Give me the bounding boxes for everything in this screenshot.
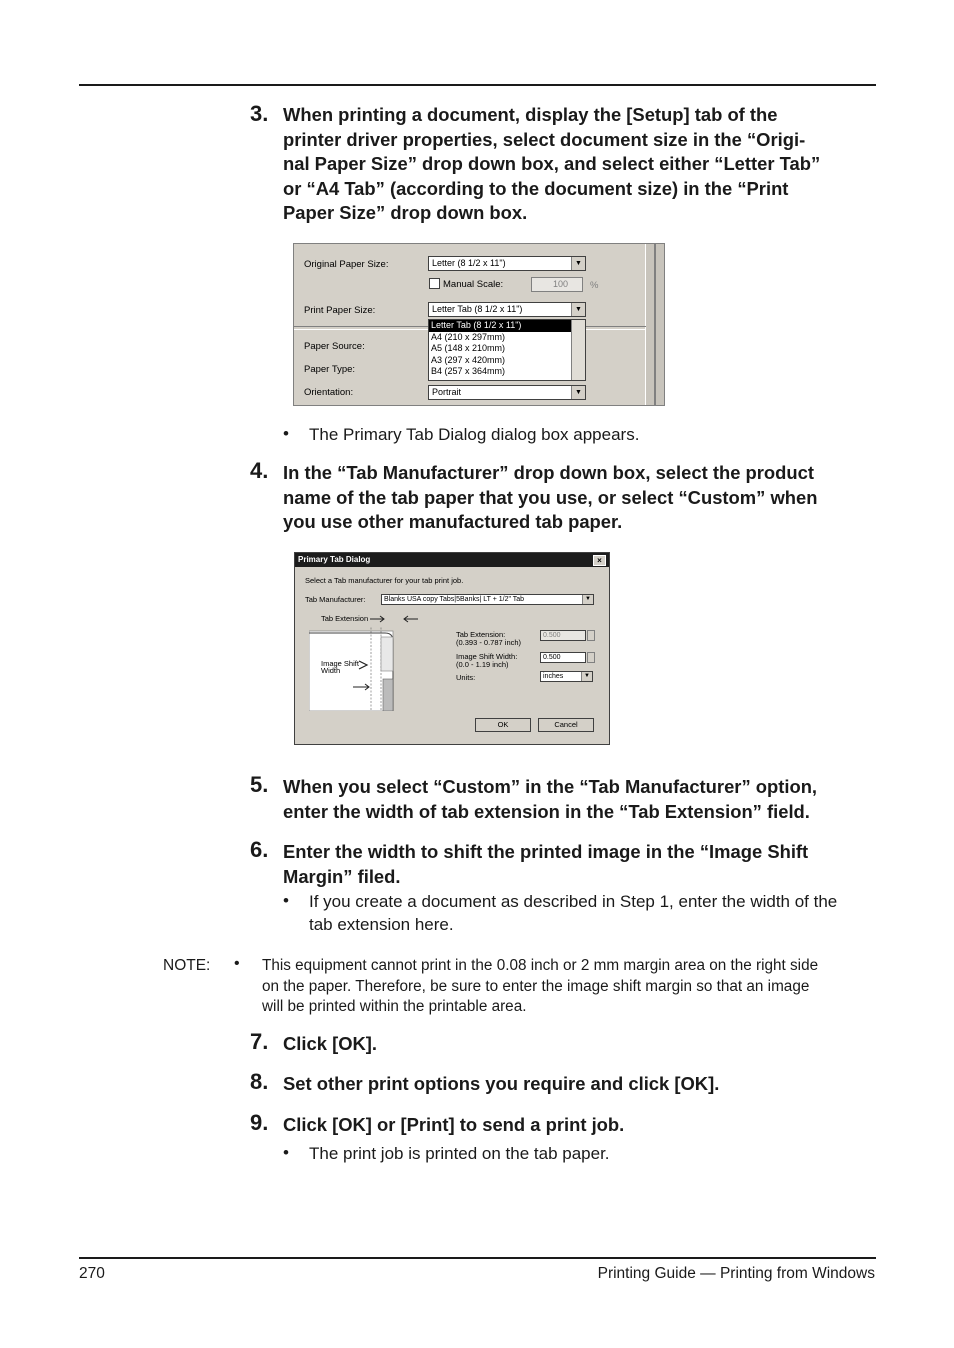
tab-extension-range: (0.393 - 0.787 inch) [456,638,522,647]
diagram-tab-extension-label: Tab Extension [321,614,369,623]
chevron-down-icon[interactable]: ▼ [581,672,592,681]
step-4-line: name of the tab paper that you use, or select “Custom” when [283,486,818,508]
chevron-down-icon[interactable]: ▼ [571,386,585,399]
orientation-combo[interactable] [428,385,586,400]
image-shift-width-value: 0.500 [543,654,561,661]
step-8-text: Set other print options you require and click [OK]. [283,1073,720,1094]
paper-type-label: Paper Type: [304,364,356,375]
cancel-button[interactable]: Cancel [538,718,594,732]
print-paper-size-value: Letter Tab (8 1/2 x 11") [432,304,523,314]
bullet-line: If you create a document as described in Step 1, enter the width of the [309,892,838,911]
list-item[interactable]: A5 (148 x 210mm) [431,343,506,353]
manual-scale-input[interactable] [531,277,583,292]
orientation-label: Orientation: [304,387,354,398]
image-shift-width-spinner[interactable] [587,652,595,663]
instruction-text: Select a Tab manufacturer for your tab print job. [305,576,464,585]
note-label: NOTE: [163,957,211,974]
print-paper-size-combo[interactable] [428,302,586,317]
note-line: will be printed within the printable area. [262,998,527,1015]
bullet-text: The print job is printed on the tab paper. [309,1144,610,1163]
image-shift-width-input[interactable] [540,652,586,663]
manual-scale-label: Manual Scale: [443,279,504,290]
diagram-image-shift-label: Image Shift [321,659,359,668]
diagram-width-label: Width [321,666,341,675]
tab-extension-spinner[interactable] [587,630,595,641]
note-line: This equipment cannot print in the 0.08 inch or 2 mm margin area on the right side [262,957,819,974]
list-item[interactable]: A4 (210 x 297mm) [431,331,506,342]
dialog-title-bar [295,553,609,567]
bullet-text [309,890,879,936]
primary-tab-dialog-screenshot [294,552,610,745]
chevron-down-icon[interactable]: ▼ [582,595,593,604]
page-number: 270 [79,1265,105,1282]
bullet-dot: • [283,1143,289,1162]
list-scrollbar[interactable] [571,320,585,380]
step-4-text [283,461,878,535]
header-rule [79,84,876,86]
step-6-line: Enter the width to shift the printed image in the “Image Shift [283,841,809,862]
image-shift-width-range: (0.0 - 1.19 inch) [456,660,509,669]
step-4-number: 4. [250,458,269,483]
chevron-down-icon[interactable]: ▼ [571,257,585,270]
units-label: Units: [456,673,476,682]
tab-manufacturer-label: Tab Manufacturer: [305,595,366,604]
original-paper-size-value: Letter (8 1/2 x 11") [432,258,506,268]
print-paper-size-dropdown-list[interactable] [428,319,586,381]
footer-title: Printing Guide — Printing from Windows [597,1265,875,1282]
manual-scale-checkbox[interactable] [429,278,440,289]
step-4-line: you use other manufactured tab paper. [283,511,623,532]
step-8-number: 8. [250,1069,269,1094]
orientation-value: Portrait [432,387,462,397]
tab-extension-input[interactable] [540,630,586,641]
step-3-line: Paper Size” drop down box. [283,202,528,223]
close-icon[interactable]: × [593,555,606,566]
bullet-dot: • [283,424,289,443]
list-item[interactable]: Letter Tab (8 1/2 x 11") [429,320,585,332]
step-3-line: printer driver properties, select document size in the “Origi- [283,128,806,150]
footer-rule [79,1257,876,1259]
step-5-number: 5. [250,772,269,797]
bullet-dot: • [234,955,240,972]
step-4-line: In the “Tab Manufacturer” drop down box, select the product [283,462,814,483]
image-shift-width-label: Image Shift Width: [456,652,518,661]
tab-extension-label: Tab Extension: [456,630,506,639]
note-text [262,956,877,1018]
step-6-number: 6. [250,837,269,862]
manual-scale-value: 100 [552,279,568,289]
step-3-line: nal Paper Size” drop down box, and select either “Letter Tab” [283,153,821,174]
setup-tab-screenshot [293,243,665,406]
side-divider [654,244,656,405]
step-3-line: When printing a document, display the [Setup] tab of the [283,104,778,125]
step-6-line: Margin” filed. [283,865,401,887]
list-item[interactable]: A3 (297 x 420mm) [431,354,506,365]
units-combo[interactable] [540,671,593,682]
chevron-down-icon[interactable]: ▼ [571,303,585,316]
extension-arrows [370,612,420,626]
step-3-number: 3. [250,101,269,126]
tab-extension-value: 0.500 [543,632,561,639]
step-3-text [283,103,878,226]
step-3-line: or “A4 Tab” (according to the document size) in the “Print [283,177,789,199]
step-7-text: Click [OK]. [283,1033,378,1054]
tab-manufacturer-combo[interactable] [381,594,594,605]
original-paper-size-label: Original Paper Size: [304,259,389,270]
step-9-text: Click [OK] or [Print] to send a print job. [283,1114,625,1135]
step-5-line: enter the width of tab extension in the “Tab Extension” field. [283,800,810,822]
print-paper-size-label: Print Paper Size: [304,305,376,316]
units-value: inches [543,673,564,680]
tab-manufacturer-value: Blanks USA copy Tabs|5Banks| LT + 1/2" Tab [384,596,525,603]
bullet-dot: • [283,891,289,910]
note-line: on the paper. Therefore, be sure to enter the image shift margin so that an image [262,977,810,995]
bullet-text: The Primary Tab Dialog dialog box appears. [309,425,640,444]
step-7-number: 7. [250,1029,269,1054]
dialog-title: Primary Tab Dialog [298,555,371,564]
step-6-text [283,840,878,889]
step-9-number: 9. [250,1110,269,1135]
ok-button[interactable]: OK [475,718,531,732]
step-5-line: When you select “Custom” in the “Tab Manufacturer” option, [283,776,818,797]
paper-source-label: Paper Source: [304,341,365,352]
bullet-line: tab extension here. [309,915,454,934]
step-5-text [283,775,878,824]
list-item[interactable]: B4 (257 x 364mm) [431,366,506,376]
percent-label: % [590,280,599,291]
original-paper-size-combo[interactable] [428,256,586,271]
